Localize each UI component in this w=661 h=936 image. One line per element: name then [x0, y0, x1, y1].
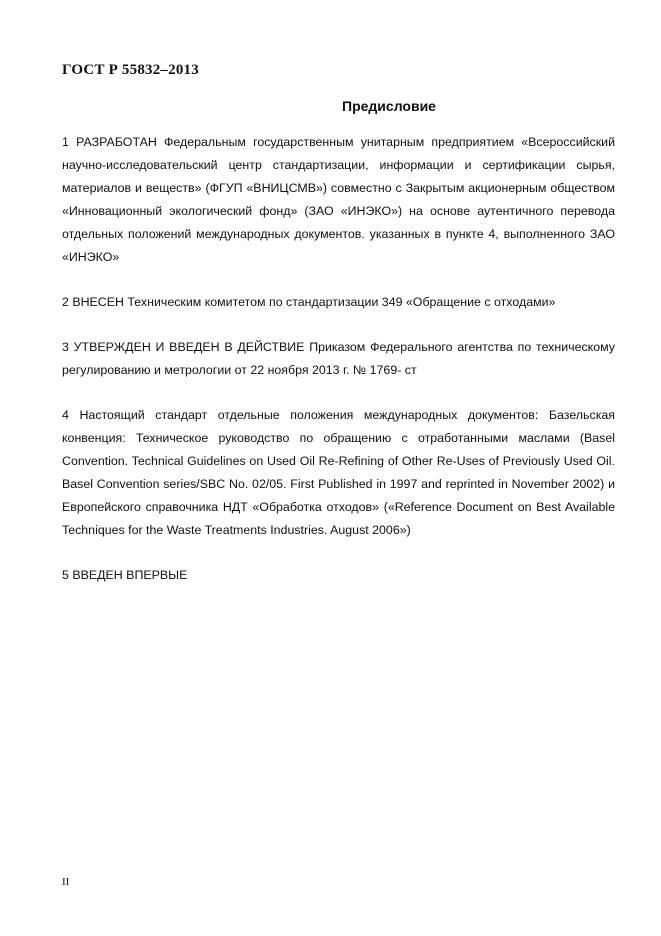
paragraph-first-introduced: 5 ВВЕДЕН ВПЕРВЫЕ [62, 568, 188, 582]
paragraph-developed-by: 1 РАЗРАБОТАН Федеральным государственным унитарным предприятием «Всероссийский научно-исследовательский центр стандартизации, информации и сертификации сырья, материалов и веществ» (ФГУП «ВНИЦСМВ») совместно с Закрытым акционерным обществом «Инновационный экологический фонд» (ЗАО «ИНЭКО») на основе аутентичного перевода отдельных положений международных документов. указанных в пункте 4, выполненного ЗАО «ИНЭКО» [62, 135, 615, 264]
foreword-body [62, 131, 615, 609]
paragraph-approved: 3 УТВЕРЖДЕН И ВВЕДЕН В ДЕЙСТВИЕ Приказом Федерального агентства по техническому регулированию и метрологии от 22 ноября 2013 г. № 1769- ст [62, 340, 615, 377]
page-title: Предисловие [342, 98, 436, 114]
paragraph-international-docs: 4 Настоящий стандарт отдельные положения международных документов: Базельская конвенция: Техническое руководство по обращению с отработанными маслами (Basel Convention. Technical Guidelines on Used Oil Re-Refining of Other Re-Uses of Previously Used Oil. Basel Convention series/SBC No. 02/05. First Published in 1997 and reprinted in November 2002) и Европейского справочника НДТ «Обработка отходов» («Reference Document on Best Available Techniques for the Waste Treatments Industries. August 2006») [62, 408, 615, 537]
paragraph-introduced-by: 2 ВНЕСЕН Техническим комитетом по стандартизации 349 «Обращение с отходами» [62, 295, 556, 309]
standard-code: ГОСТ Р 55832–2013 [62, 62, 199, 78]
page-number: II [62, 876, 70, 888]
